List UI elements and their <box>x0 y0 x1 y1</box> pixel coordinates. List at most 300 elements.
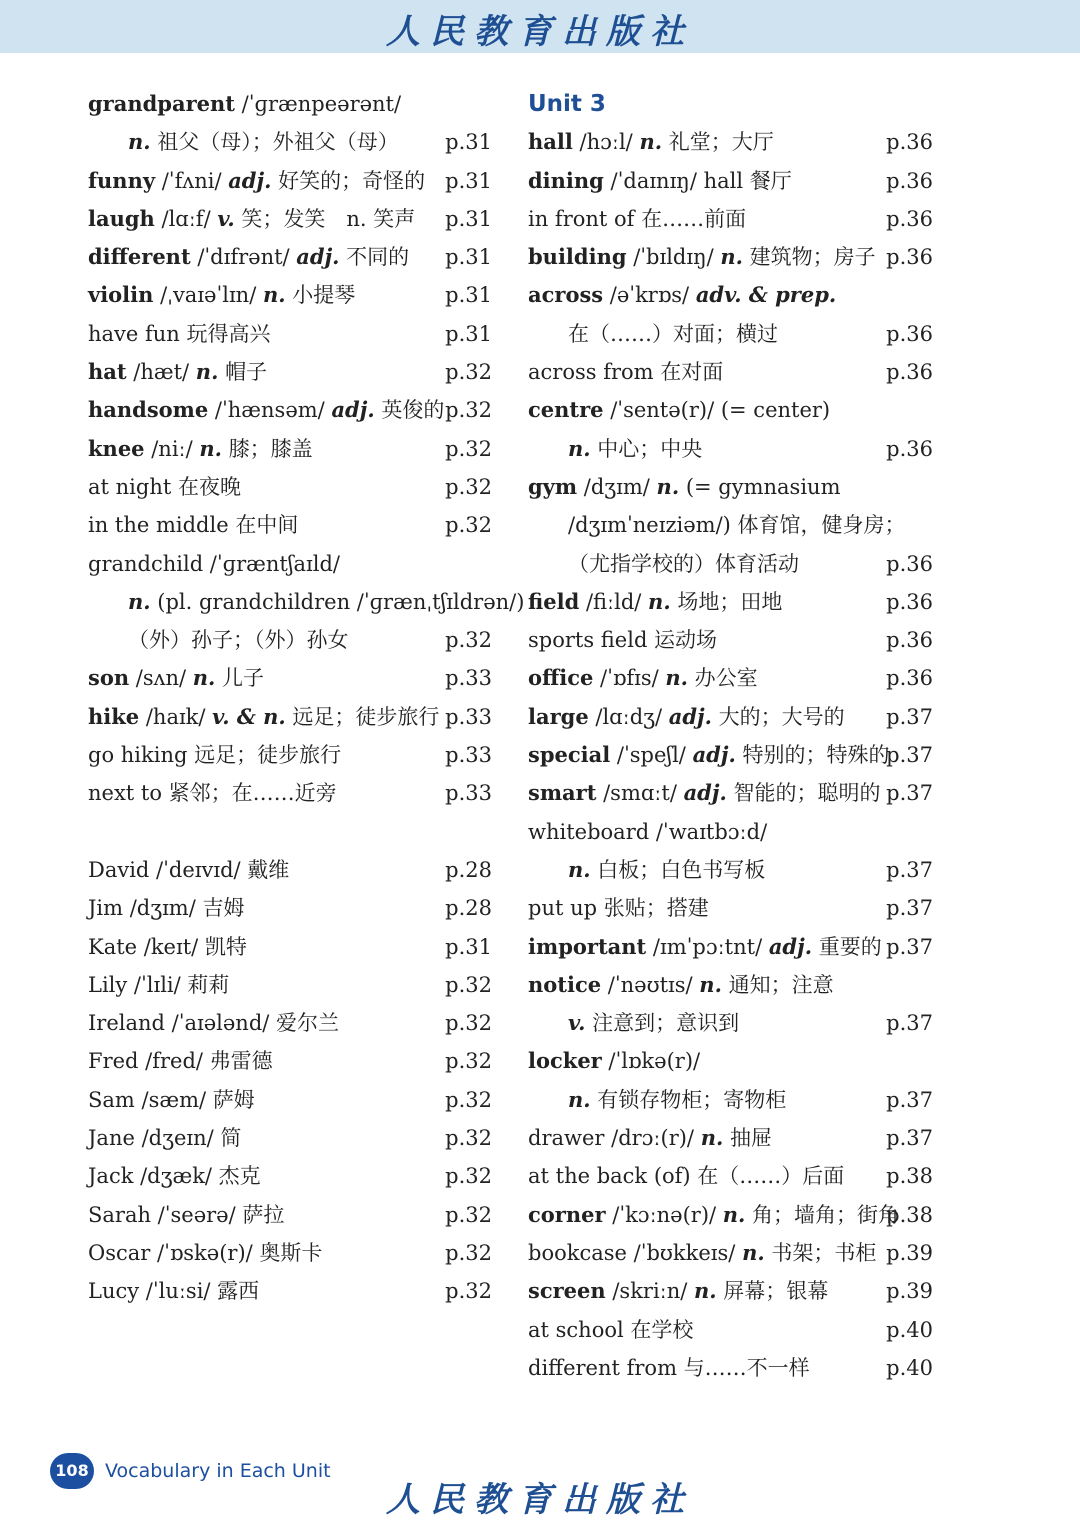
page-ref: p.32 <box>445 628 492 653</box>
headword: screen <box>528 1278 606 1304</box>
vocab-column-left <box>88 85 525 1311</box>
entry-text <box>128 621 349 659</box>
entry-plain: （外）孙子；（外）孙女 <box>128 628 349 653</box>
headword: large <box>528 703 589 729</box>
vocab-entry <box>88 123 492 161</box>
page-ref: p.39 <box>886 1240 933 1265</box>
part-of-speech: n. <box>699 971 722 997</box>
entry-plain: /dʒɪmˈneɪziəm/) 体育馆，健身房； <box>568 513 906 538</box>
entry-text <box>88 276 355 314</box>
vocab-entry <box>528 698 933 736</box>
definition: 膝；膝盖 <box>221 436 313 461</box>
vocab-entry <box>528 1349 933 1387</box>
page-ref: p.32 <box>445 1126 492 1151</box>
phonetic: /haɪk/ <box>139 704 213 729</box>
headword: important <box>528 933 647 959</box>
entry-text <box>528 1311 693 1349</box>
entry-text <box>88 1234 322 1272</box>
entry-text <box>528 736 889 774</box>
page-ref: p.32 <box>445 513 492 538</box>
page-ref: p.37 <box>886 896 933 921</box>
phonetic: /ˌvaɪəˈlɪn/ <box>153 283 263 308</box>
page-ref: p.37 <box>886 704 933 729</box>
vocab-entry <box>528 966 933 1004</box>
phonetic: /ɪmˈpɔːtnt/ <box>646 934 769 959</box>
page-ref: p.32 <box>445 398 492 423</box>
vocab-entry <box>528 1157 933 1195</box>
definition: 抽屉 <box>723 1126 772 1151</box>
page-ref: p.37 <box>886 1011 933 1036</box>
entry-text <box>528 238 876 276</box>
page-ref: p.32 <box>445 1087 492 1112</box>
page-ref: p.36 <box>886 589 933 614</box>
phonetic: /ˈhænsəm/ <box>208 398 332 423</box>
vocab-entry <box>88 1042 492 1080</box>
entry-text <box>88 1119 241 1157</box>
vocab-entry <box>88 774 492 812</box>
entry-text <box>528 1196 899 1234</box>
vocab-entry <box>528 430 933 468</box>
part-of-speech: n. <box>262 282 286 308</box>
phonetic: /ˈɒfɪs/ <box>593 666 666 691</box>
vocab-entry <box>88 315 492 353</box>
part-of-speech: n. <box>192 665 216 691</box>
entry-plain: Jim /dʒɪm/ 吉姆 <box>88 896 245 921</box>
entry-text <box>88 1272 259 1310</box>
vocab-entry <box>528 621 933 659</box>
part-of-speech: n. <box>568 856 591 882</box>
part-of-speech: adj. <box>768 933 813 959</box>
headword: hall <box>528 129 573 155</box>
entry-text <box>88 162 425 200</box>
page-ref: p.32 <box>445 1049 492 1074</box>
part-of-speech: adj. <box>296 244 340 270</box>
page-ref: p.36 <box>886 321 933 346</box>
page-ref: p.37 <box>886 934 933 959</box>
entry-plain: Oscar /ˈɒskə(r)/ 奥斯卡 <box>88 1240 323 1265</box>
entry-text <box>88 545 340 583</box>
part-of-speech: n. <box>568 435 591 461</box>
part-of-speech: n. <box>694 1278 717 1304</box>
page-ref: p.32 <box>445 1164 492 1189</box>
page-ref: p.36 <box>886 628 933 653</box>
vocab-entry <box>88 545 492 583</box>
definition: 重要的 <box>812 934 882 959</box>
entry-text <box>528 774 880 812</box>
entry-text <box>568 851 765 889</box>
vocab-entry <box>528 774 933 812</box>
phonetic: /sʌn/ <box>129 666 193 691</box>
vocab-entry <box>528 162 933 200</box>
page-ref: p.36 <box>886 436 933 461</box>
vocab-entry <box>528 889 933 927</box>
entry-text <box>528 353 723 391</box>
vocab-entry <box>528 659 933 697</box>
vocab-entry <box>88 1157 492 1195</box>
phonetic: /ˈdaɪnɪŋ/ hall 餐厅 <box>603 168 792 193</box>
headword: across <box>528 282 604 308</box>
entry-plain: across from 在对面 <box>528 360 724 385</box>
vocab-entry <box>88 391 492 429</box>
entry-text <box>568 1004 739 1042</box>
part-of-speech: n. <box>720 244 743 270</box>
definition: (= gymnasium <box>679 474 841 499</box>
definition: 祖父（母）；外祖父（母） <box>150 130 399 155</box>
vocab-entry <box>528 1119 933 1157</box>
entry-text <box>568 1081 786 1119</box>
part-of-speech: n. <box>722 1201 746 1227</box>
page-ref: p.32 <box>445 360 492 385</box>
page-ref: p.28 <box>445 857 492 882</box>
vocab-entry <box>88 353 492 391</box>
entry-text <box>88 353 267 391</box>
part-of-speech: adj. <box>668 703 712 729</box>
headword: grandparent <box>88 91 235 116</box>
vocab-entry <box>88 966 492 1004</box>
definition: 儿子 <box>215 666 265 691</box>
definition: 角；墙角；街角 <box>745 1202 900 1227</box>
definition: 书架；书柜 <box>764 1240 877 1265</box>
entry-text <box>128 583 524 621</box>
entry-text <box>88 851 289 889</box>
definition: 建筑物；房子 <box>742 245 876 270</box>
vocab-entry <box>528 928 933 966</box>
entry-text <box>88 1042 273 1080</box>
entry-text <box>528 1157 844 1195</box>
page-ref: p.33 <box>445 666 492 691</box>
page-ref: p.32 <box>445 474 492 499</box>
definition: 中心；中央 <box>590 436 703 461</box>
vocab-entry <box>528 813 933 851</box>
entry-plain: go hiking 远足；徒步旅行 <box>88 743 342 768</box>
entry-text <box>88 1157 261 1195</box>
entry-text <box>528 1234 876 1272</box>
phonetic: /ˈnəʊtɪs/ <box>601 972 700 997</box>
entry-text <box>88 85 401 123</box>
vocab-entry <box>528 1311 933 1349</box>
publisher-logo: 人民教育出版社 <box>386 12 694 52</box>
part-of-speech: n. <box>128 588 151 614</box>
page-ref: p.31 <box>445 321 492 346</box>
definition: 好笑的；奇怪的 <box>271 168 426 193</box>
entry-text <box>528 966 834 1004</box>
page-ref: p.38 <box>886 1164 933 1189</box>
phonetic: /smɑːt/ <box>596 781 684 806</box>
definition: (pl. grandchildren /ˈɡrænˌtʃɪldrən/) <box>150 589 525 614</box>
entry-text <box>88 315 271 353</box>
headword: violin <box>88 282 154 308</box>
vocab-entry <box>88 1004 492 1042</box>
vocab-entry <box>88 200 492 238</box>
page-ref: p.33 <box>445 781 492 806</box>
part-of-speech: n. <box>648 588 671 614</box>
phonetic: /ˈɡrænpeərənt/ <box>235 92 402 116</box>
page-ref: p.32 <box>445 1011 492 1036</box>
vocab-entry <box>528 583 933 621</box>
phonetic: /dʒɪm/ <box>577 474 657 499</box>
part-of-speech: adj. <box>228 167 272 193</box>
vocab-entry <box>528 238 933 276</box>
vocab-entry <box>528 200 933 238</box>
part-of-speech: n. <box>742 1239 765 1265</box>
phonetic: /ˈsentə(r)/ (= center) <box>603 398 831 423</box>
vocab-entry <box>88 468 492 506</box>
entry-text <box>528 621 717 659</box>
entry-plain: David /ˈdeɪvɪd/ 戴维 <box>88 857 290 882</box>
section-label: Vocabulary in Each Unit <box>105 1460 331 1482</box>
definition: 通知；注意 <box>721 972 834 997</box>
phonetic: /hɔːl/ <box>572 130 640 155</box>
page-ref: p.36 <box>886 551 933 576</box>
page-ref: p.32 <box>445 436 492 461</box>
entry-text <box>528 276 836 314</box>
definition: 屏幕；银幕 <box>716 1279 829 1304</box>
page-ref: p.37 <box>886 1087 933 1112</box>
entry-text <box>88 468 241 506</box>
entry-text <box>528 123 774 161</box>
definition: 大的；大号的 <box>711 704 845 729</box>
entry-plain: at the back (of) 在（……）后面 <box>528 1164 845 1189</box>
entry-plain: at school 在学校 <box>528 1317 694 1342</box>
entry-text <box>88 506 298 544</box>
vocab-entry <box>528 545 933 583</box>
headword: special <box>528 742 611 768</box>
phonetic: /ˈbɪldɪŋ/ <box>626 245 721 270</box>
vocab-entry <box>88 1119 492 1157</box>
part-of-speech: v. <box>217 205 235 231</box>
entry-plain: have fun 玩得高兴 <box>88 321 271 346</box>
entry-plain: Fred /fred/ 弗雷德 <box>88 1049 273 1074</box>
vocab-entry <box>528 736 933 774</box>
vocab-entry <box>528 851 933 889</box>
definition: 笑；发笑 n. 笑声 <box>234 206 416 231</box>
entry-plain: next to 紧邻；在……近旁 <box>88 781 337 806</box>
vocab-entry <box>528 391 933 429</box>
entry-plain: Lily /ˈlɪli/ 莉莉 <box>88 972 230 997</box>
page-ref: p.36 <box>886 168 933 193</box>
entry-plain: sports field 运动场 <box>528 628 718 653</box>
vocab-entry <box>88 1081 492 1119</box>
phonetic: /hæt/ <box>126 360 196 385</box>
definition: 礼堂；大厅 <box>662 130 774 155</box>
vocab-entry <box>528 1196 933 1234</box>
entry-text <box>88 928 247 966</box>
page-ref: p.31 <box>445 130 492 155</box>
page-ref: p.31 <box>445 283 492 308</box>
part-of-speech: n. <box>195 359 219 385</box>
page-ref: p.36 <box>886 245 933 270</box>
vocab-entry <box>88 736 492 774</box>
vocab-entry <box>528 506 933 544</box>
page-ref: p.36 <box>886 130 933 155</box>
entry-text <box>128 123 399 161</box>
definition: 小提琴 <box>285 283 356 308</box>
headword: son <box>88 665 130 691</box>
entry-plain: different from 与……不一样 <box>528 1355 810 1380</box>
definition: 帽子 <box>218 360 268 385</box>
definition: 英俊的 <box>374 398 445 423</box>
page-ref: p.37 <box>886 1126 933 1151</box>
page-ref: p.37 <box>886 743 933 768</box>
vocab-entry <box>88 1234 492 1272</box>
page-ref: p.38 <box>886 1202 933 1227</box>
page-number-badge: 108 <box>50 1453 94 1489</box>
part-of-speech: adj. <box>692 742 736 768</box>
phonetic: /lɑːdʒ/ <box>588 704 669 729</box>
part-of-speech: adj. <box>331 397 375 423</box>
vocab-entry <box>528 468 933 506</box>
headword: building <box>528 244 627 270</box>
definition: 办公室 <box>687 666 758 691</box>
page-ref: p.36 <box>886 666 933 691</box>
headword: knee <box>88 435 145 461</box>
phonetic: /əˈkrɒs/ <box>603 283 696 308</box>
vocab-entry <box>88 276 492 314</box>
part-of-speech: n. <box>700 1125 724 1151</box>
entry-text <box>528 659 758 697</box>
entry-text <box>88 659 264 697</box>
vocab-entry <box>528 353 933 391</box>
vocab-entry <box>88 85 492 123</box>
entry-text <box>528 468 840 506</box>
entry-text <box>88 1004 339 1042</box>
entry-text <box>568 430 702 468</box>
vocab-entry <box>528 315 933 353</box>
page-ref: p.33 <box>445 743 492 768</box>
phonetic: /niː/ <box>144 436 200 461</box>
spacer <box>88 813 492 851</box>
entry-text <box>88 736 341 774</box>
entry-text <box>528 1042 700 1080</box>
entry-plain: （尤指学校的）体育活动 <box>568 551 799 576</box>
headword: handsome <box>88 397 209 423</box>
headword: dining <box>528 167 604 193</box>
entry-plain: Sarah /ˈseərə/ 萨拉 <box>88 1202 285 1227</box>
phonetic: /ˈlɒkə(r)/ <box>601 1049 701 1074</box>
page-ref: p.28 <box>445 896 492 921</box>
entry-text <box>528 162 792 200</box>
entry-text <box>528 928 882 966</box>
entry-text <box>528 1349 810 1387</box>
entry-text <box>88 1196 284 1234</box>
entry-text <box>88 200 415 238</box>
phonetic: /ˈfʌni/ <box>155 168 229 193</box>
definition: 不同的 <box>339 245 410 270</box>
definition: 远足；徒步旅行 <box>285 704 440 729</box>
entry-plain: drawer /drɔː(r)/ <box>528 1126 701 1151</box>
headword: gym <box>528 473 578 499</box>
entry-text <box>88 966 229 1004</box>
entry-text <box>88 430 313 468</box>
headword: hat <box>88 359 127 385</box>
entry-text <box>88 889 244 927</box>
definition: 有锁存物柜；寄物柜 <box>590 1087 787 1112</box>
entry-text <box>528 200 746 238</box>
entry-text <box>528 698 845 736</box>
vocab-entry <box>528 1234 933 1272</box>
entry-plain: Sam /sæm/ 萨姆 <box>88 1087 255 1112</box>
entry-plain: in front of 在……前面 <box>528 206 747 231</box>
entry-plain: at night 在夜晚 <box>88 474 241 499</box>
page-ref: p.37 <box>886 857 933 882</box>
entry-text <box>528 583 782 621</box>
definition: 场地；田地 <box>670 589 783 614</box>
part-of-speech: adv. & prep. <box>695 282 837 308</box>
part-of-speech: n. <box>568 1086 591 1112</box>
entry-plain: 在（……）对面；横过 <box>568 321 778 346</box>
page-ref: p.36 <box>886 360 933 385</box>
entry-plain: whiteboard /ˈwaɪtbɔːd/ <box>528 819 768 844</box>
vocab-entry <box>88 430 492 468</box>
headword: smart <box>528 780 597 806</box>
vocab-entry <box>88 238 492 276</box>
vocab-entry <box>528 1004 933 1042</box>
entry-plain: Jane /dʒeɪn/ 简 <box>88 1126 242 1151</box>
entry-text <box>528 1119 772 1157</box>
part-of-speech: n. <box>665 665 688 691</box>
entry-text <box>568 315 778 353</box>
vocab-column-right <box>528 85 933 1387</box>
definition: 注意到；意识到 <box>585 1011 740 1036</box>
entry-text <box>528 391 830 429</box>
phonetic: /ˈdɪfrənt/ <box>190 245 297 270</box>
page-ref: p.40 <box>886 1317 933 1342</box>
vocab-entry <box>528 1042 933 1080</box>
part-of-speech: n. <box>128 129 151 155</box>
headword: field <box>528 588 580 614</box>
page-ref: p.32 <box>445 1279 492 1304</box>
entry-text <box>528 813 767 851</box>
page-ref: p.31 <box>445 168 492 193</box>
page-ref: p.31 <box>445 206 492 231</box>
part-of-speech: n. <box>639 129 663 155</box>
page-ref: p.33 <box>445 704 492 729</box>
entry-text <box>88 238 409 276</box>
entry-plain: put up 张贴；搭建 <box>528 896 709 921</box>
part-of-speech: adj. <box>683 780 727 806</box>
headword: office <box>528 665 594 691</box>
part-of-speech: v. <box>568 1010 586 1036</box>
publisher-logo-footer: 人民教育出版社 <box>386 1480 694 1520</box>
headword: corner <box>528 1201 606 1227</box>
phonetic: /fiːld/ <box>579 589 649 614</box>
entry-text <box>528 889 709 927</box>
headword: laugh <box>88 205 155 231</box>
phonetic: /ˈkɔːnə(r)/ <box>605 1202 723 1227</box>
headword: different <box>88 244 191 270</box>
definition: 智能的；聪明的 <box>726 781 881 806</box>
definition: 特别的；特殊的 <box>735 743 890 768</box>
vocab-entry <box>88 1196 492 1234</box>
vocab-entry <box>88 928 492 966</box>
part-of-speech: n. <box>656 473 680 499</box>
entry-plain: Lucy /ˈluːsi/ 露西 <box>88 1279 260 1304</box>
vocab-entry <box>88 659 492 697</box>
page-ref: p.32 <box>445 1202 492 1227</box>
page-ref: p.37 <box>886 781 933 806</box>
entry-text <box>88 391 444 429</box>
entry-text <box>568 506 906 544</box>
vocab-entry <box>88 583 525 621</box>
vocab-entry <box>528 1081 933 1119</box>
vocab-entry <box>88 621 492 659</box>
entry-plain: grandchild /ˈɡræntʃaɪld/ <box>88 551 341 576</box>
headword: notice <box>528 971 602 997</box>
phonetic: /lɑːf/ <box>154 206 218 231</box>
entry-text <box>528 1272 828 1310</box>
entry-plain: bookcase /ˈbʊkkeɪs/ <box>528 1240 743 1265</box>
vocab-entry <box>88 889 492 927</box>
